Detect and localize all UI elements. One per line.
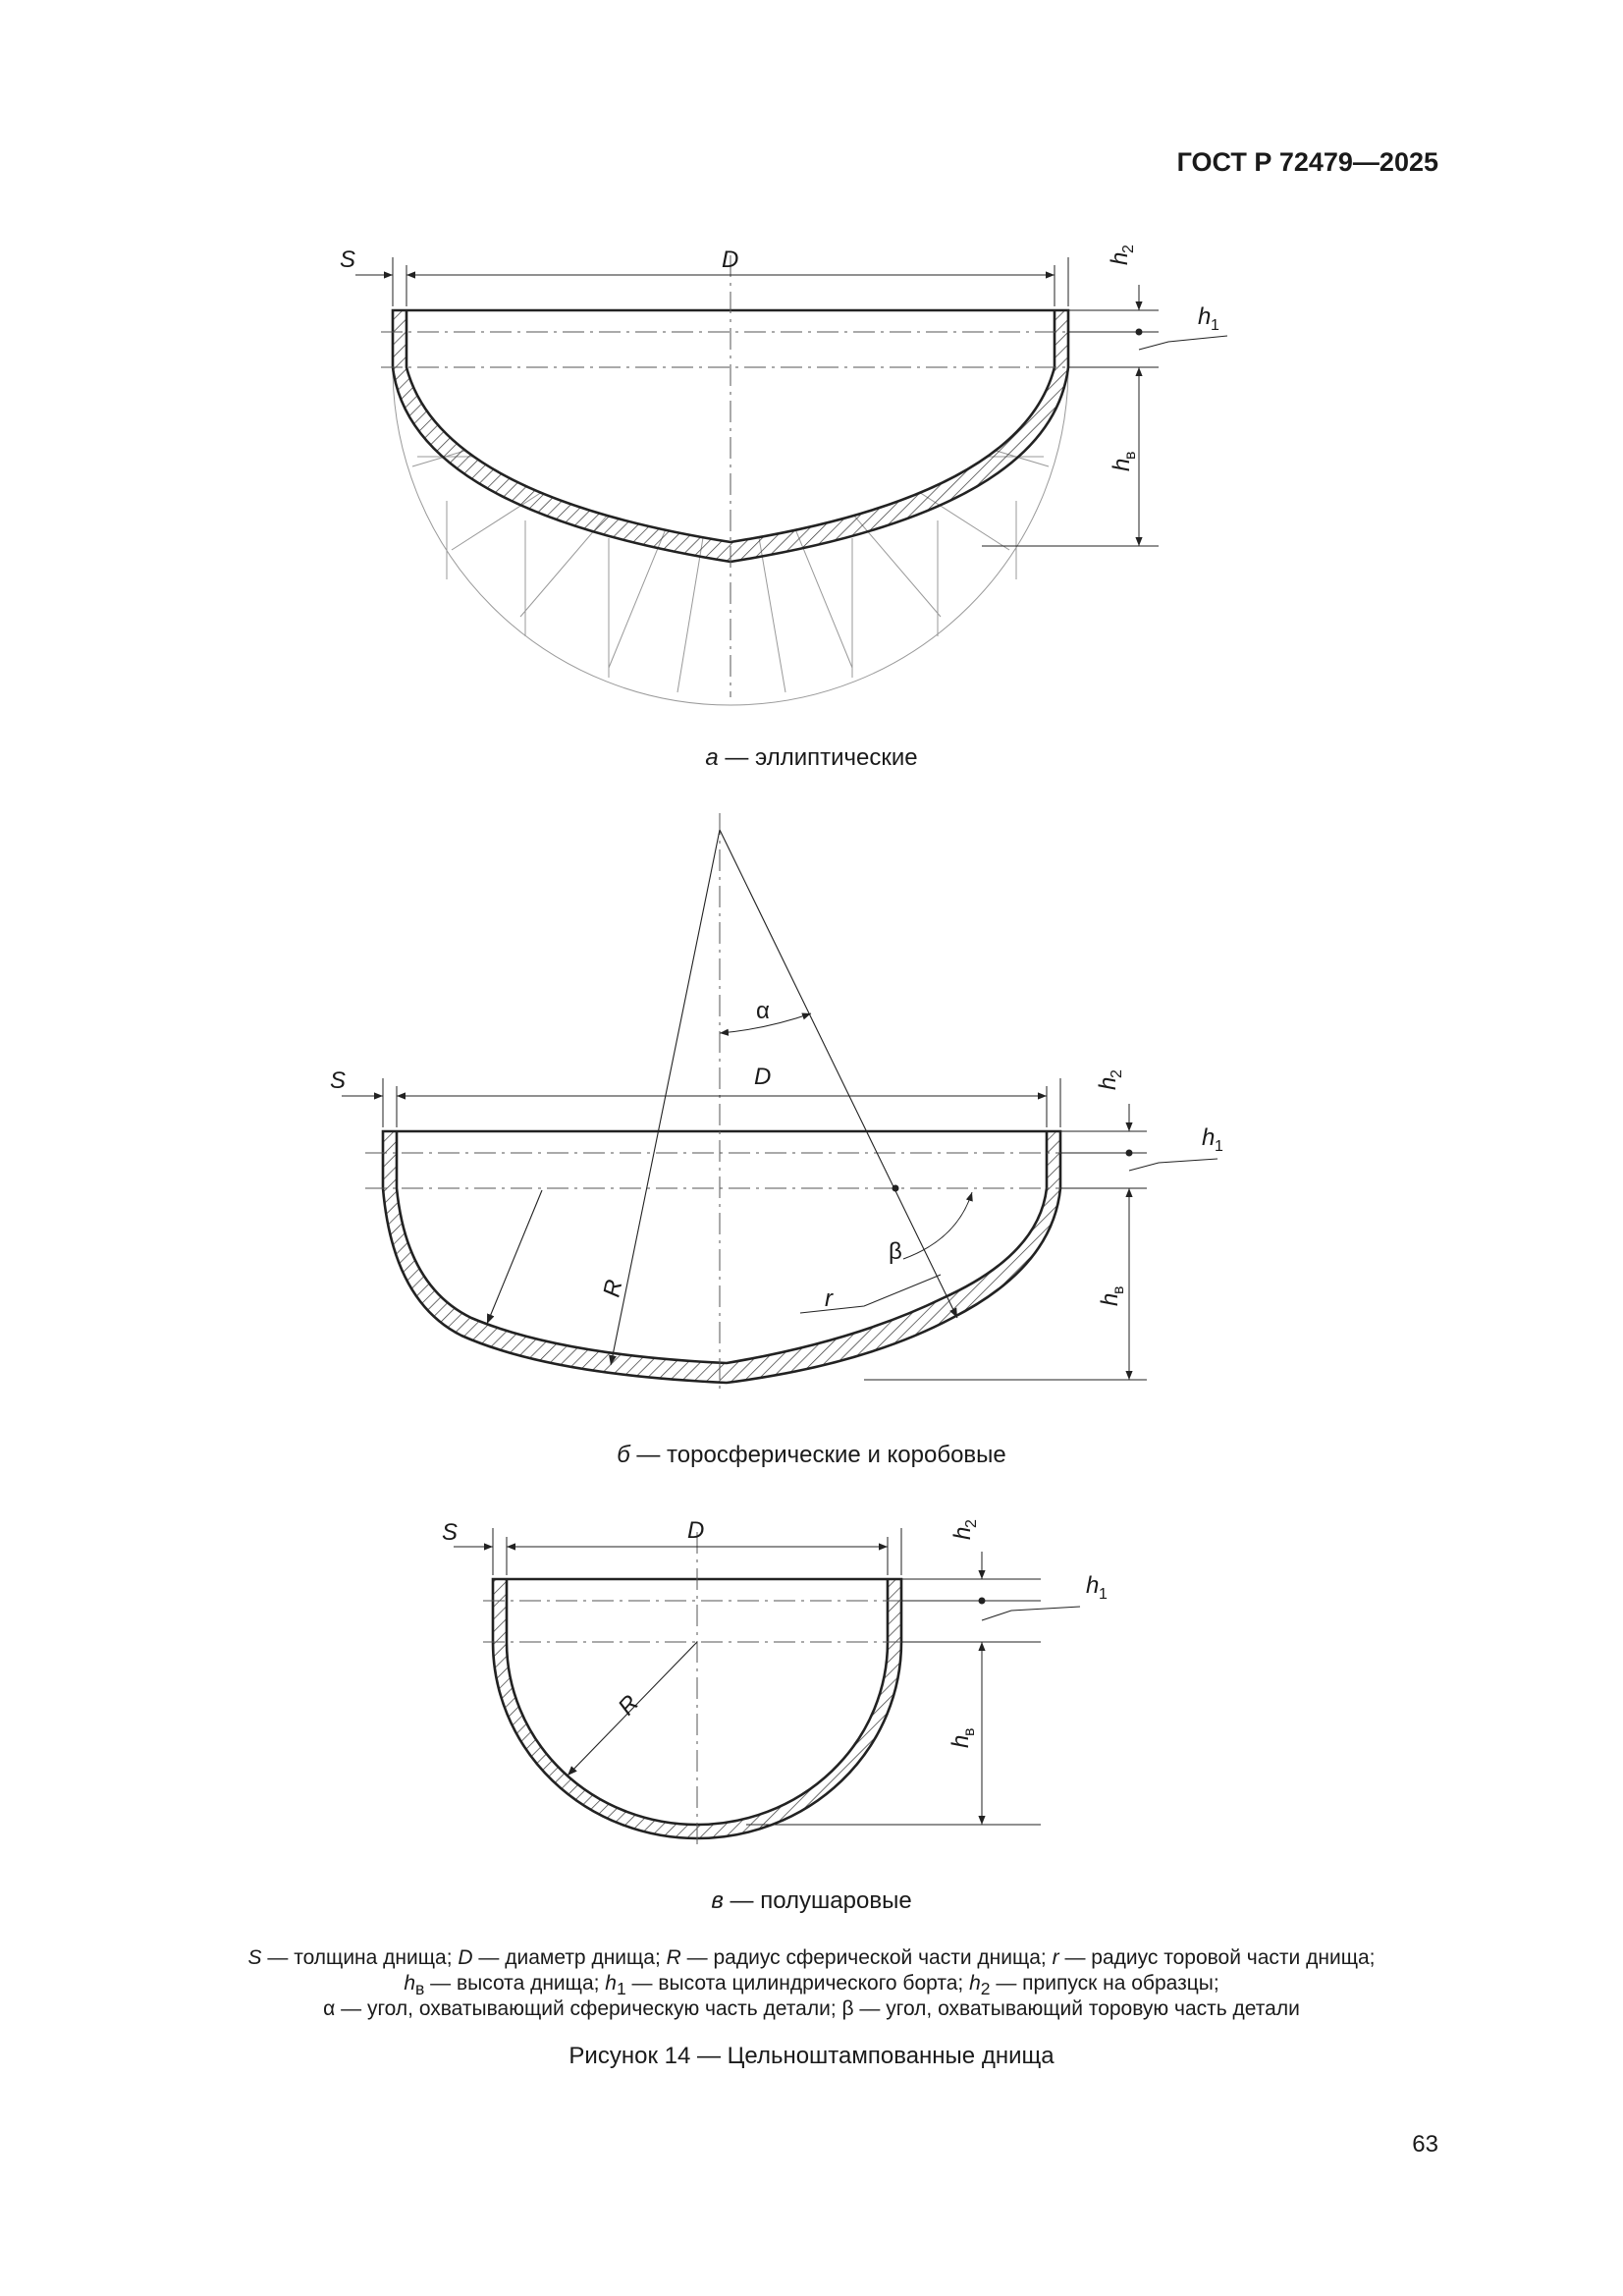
label-d: D — [722, 246, 739, 273]
drawing-elliptical — [355, 255, 1227, 705]
label-sub: 1 — [1211, 317, 1219, 334]
label-h: h — [1202, 1124, 1216, 1151]
label-h: h — [1086, 1572, 1100, 1599]
label-sub: в — [1110, 1285, 1127, 1294]
label-d: D — [687, 1517, 705, 1544]
label-h: h — [1097, 1292, 1123, 1306]
label-sub: в — [961, 1727, 978, 1736]
page-number: 63 — [1412, 2131, 1438, 2158]
legend-line-3: α — угол, охватывающий сферическую часть детали; β — угол, охватывающий торовую часть детали — [323, 1997, 1300, 2020]
caption-v: в — полушаровые — [711, 1887, 912, 1914]
caption-a: а — эллиптические — [705, 744, 918, 771]
legend-line-1: S — толщина днища; D — диаметр днища; R — радиус сферической части днища; r — радиус торовой части днища; — [247, 1946, 1376, 1969]
label-radius: R — [613, 1690, 645, 1722]
label-d: D — [754, 1064, 772, 1090]
label-alpha: α — [756, 998, 770, 1024]
drawing-hemispherical — [454, 1528, 1080, 1846]
label-s: S — [442, 1519, 459, 1546]
label-sub: 2 — [1109, 1069, 1125, 1078]
label-beta: β — [889, 1238, 902, 1265]
label-sub: 2 — [963, 1519, 980, 1528]
label-h: h — [1107, 251, 1133, 265]
caption-b: б — торосферические и коробовые — [617, 1442, 1006, 1468]
label-radius: R — [598, 1277, 628, 1300]
document-header: ГОСТ Р 72479—2025 — [1176, 147, 1438, 177]
label-h: h — [947, 1734, 974, 1748]
label-r: r — [825, 1285, 833, 1312]
legend-line-2: $h_в$ — высота днища; $h_1$ — высота цилиндрического борта; $h_2$ — припуск на образцы; — [404, 1972, 1219, 1999]
label-sub: 1 — [1215, 1138, 1223, 1155]
label-sub: в — [1122, 451, 1139, 460]
label-s: S — [330, 1067, 347, 1094]
drawing-torospherical — [342, 813, 1217, 1394]
label-h: h — [1109, 458, 1135, 471]
label-h: h — [949, 1526, 976, 1540]
label-h: h — [1198, 303, 1212, 330]
figure-title: Рисунок 14 — Цельноштампованные днища — [568, 2043, 1055, 2069]
label-sub: 1 — [1099, 1586, 1108, 1603]
label-sub: 2 — [1120, 245, 1137, 253]
label-s: S — [340, 246, 356, 273]
label-h: h — [1095, 1076, 1121, 1090]
